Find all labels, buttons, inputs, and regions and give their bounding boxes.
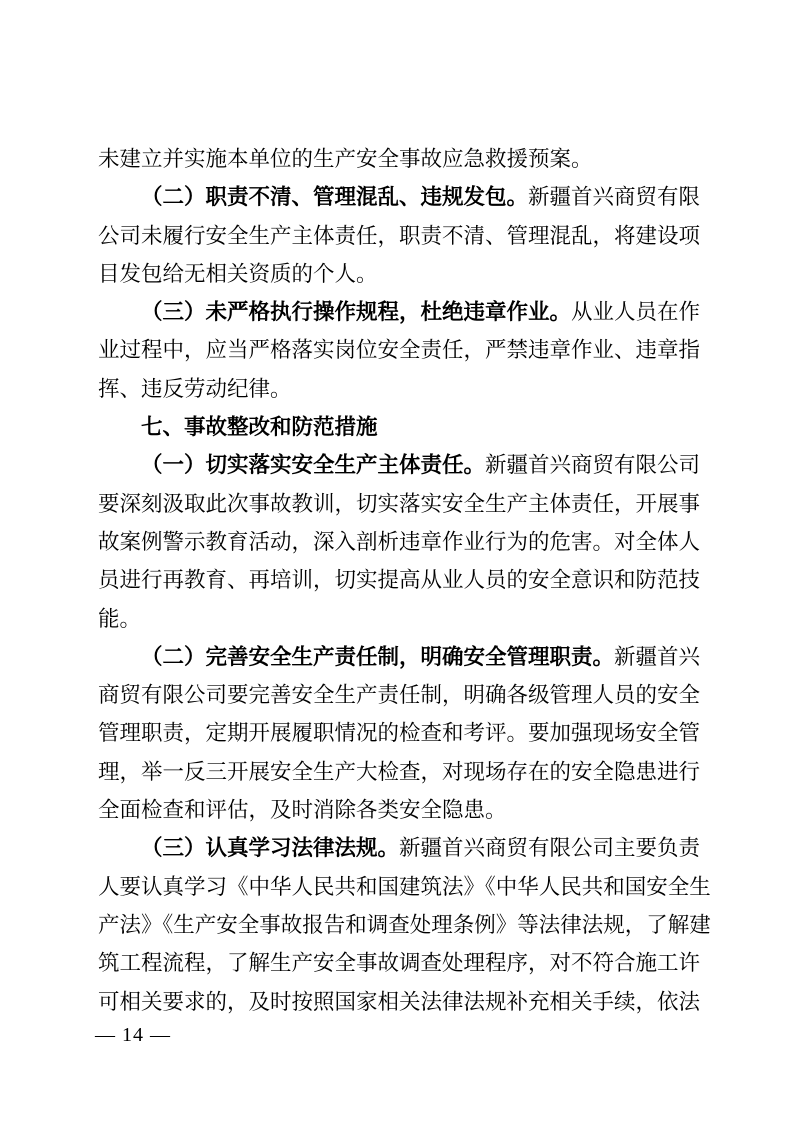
- document-body: [98, 141, 711, 1022]
- paragraph-heading: （三）认真学习法律法规。: [141, 836, 400, 862]
- text-line: 业过程中，应当严格落实岗位安全责任，严禁违章作业、违章指: [98, 338, 701, 364]
- section-heading: 七、事故整改和防范措施: [141, 415, 378, 441]
- text-line: 目发包给无相关资质的个人。: [98, 261, 378, 287]
- text-span: 新疆首兴商贸有限公司主要负责: [399, 836, 701, 862]
- text-line: 全面检查和评估，及时消除各类安全隐患。: [98, 798, 507, 824]
- text-line: 商贸有限公司要完善安全生产责任制，明确各级管理人员的安全: [98, 683, 701, 709]
- text-line: 能。: [98, 606, 142, 632]
- paragraph-heading: （二）完善安全生产责任制，明确安全管理职责。: [141, 644, 615, 670]
- paragraph-3-line-1: [98, 294, 701, 332]
- paragraph-heading: （三）未严格执行操作规程，杜绝违章作业。: [141, 300, 572, 326]
- text-line: 可相关要求的，及时按照国家相关法律法规补充相关手续，依法: [98, 989, 701, 1015]
- text-line: 理，举一反三开展安全生产大检查，对现场存在的安全隐患进行: [98, 759, 701, 785]
- text-span: 从业人员在作: [571, 300, 701, 326]
- page-number: — 14 —: [95, 1024, 171, 1046]
- text-line: 筑工程流程，了解生产安全事故调查处理程序，对不符合施工许: [98, 951, 701, 977]
- paragraph-6-line-1: [98, 830, 701, 868]
- paragraph-2-line-1: [98, 179, 701, 217]
- paragraph-4-line-1: [98, 447, 701, 485]
- text-span: 新疆首兴商贸有限: [528, 185, 701, 211]
- paragraph-heading: （一）切实落实安全生产主体责任。: [141, 453, 486, 479]
- text-line: 产法》《生产安全事故报告和调查处理条例》等法律法规，了解建: [98, 912, 711, 938]
- paragraph-heading: （二）职责不清、管理混乱、违规发包。: [141, 185, 529, 211]
- text-line: 管理职责，定期开展履职情况的检查和考评。要加强现场安全管: [98, 721, 701, 747]
- text-line: 未建立并实施本单位的生产安全事故应急救援预案。: [98, 147, 593, 172]
- paragraph-5-line-1: [98, 639, 701, 677]
- text-line: 挥、违反劳动纪律。: [98, 376, 292, 402]
- text-span: 新疆首兴: [614, 644, 701, 670]
- text-line: 人要认真学习《中华人民共和国建筑法》《中华人民共和国安全生: [98, 874, 711, 900]
- text-line: 要深刻汲取此次事故教训，切实落实安全生产主体责任，开展事: [98, 491, 701, 517]
- text-line: 公司未履行安全生产主体责任，职责不清、管理混乱，将建设项: [98, 223, 701, 249]
- text-span: 新疆首兴商贸有限公司: [485, 453, 701, 479]
- text-line: 故案例警示教育活动，深入剖析违章作业行为的危害。对全体人: [98, 529, 701, 555]
- text-line: 员进行再教育、再培训，切实提高从业人员的安全意识和防范技: [98, 568, 701, 594]
